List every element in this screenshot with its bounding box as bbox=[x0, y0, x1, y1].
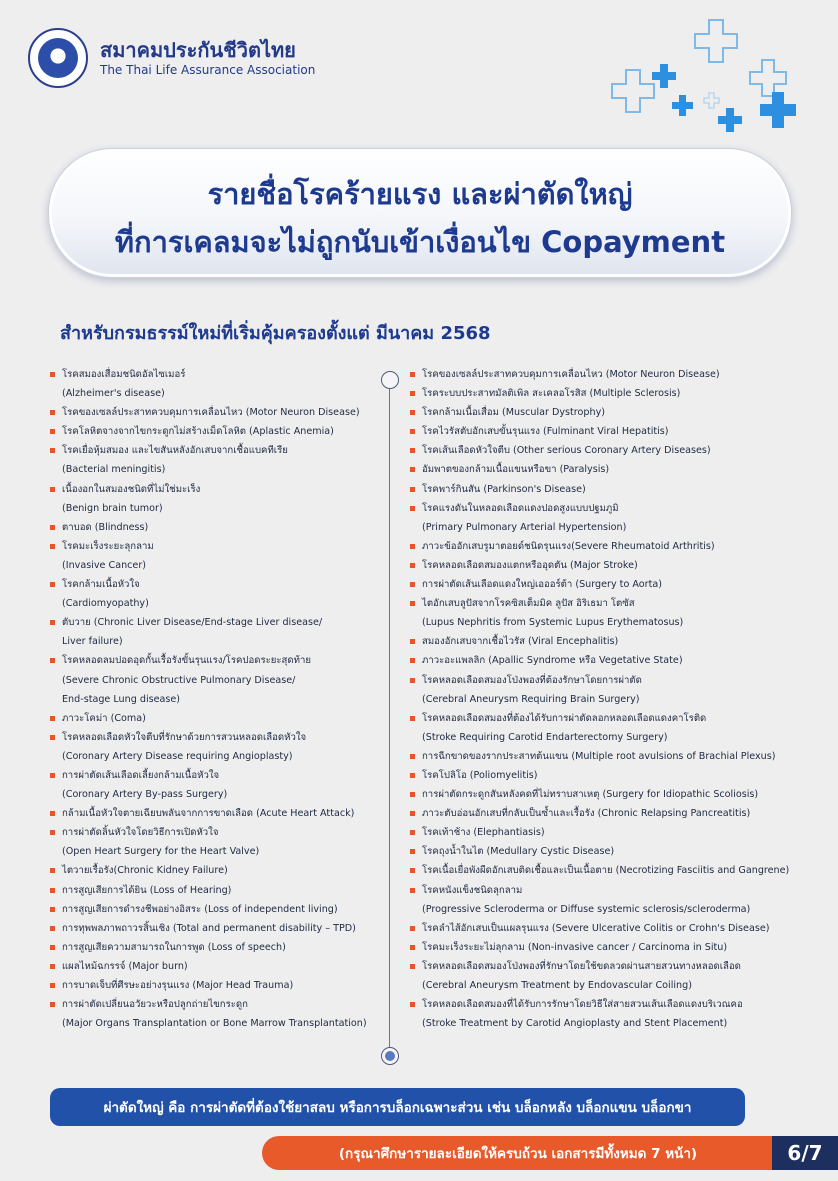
bullet-icon bbox=[410, 487, 415, 492]
list-item bbox=[410, 709, 820, 747]
item-text: โรคมะเร็งระยะลุกลาม bbox=[62, 540, 154, 552]
bullet-icon bbox=[50, 525, 55, 530]
disease-list-right bbox=[410, 365, 820, 1033]
bullet-icon bbox=[410, 830, 415, 835]
bullet-icon bbox=[50, 888, 55, 893]
bullet-icon bbox=[50, 582, 55, 587]
item-text: โรคหลอดเลือดสมองโป่งพองที่ต้องรักษาโดยการผ่าตัด bbox=[422, 674, 642, 686]
item-text: โรคโปลิโอ (Poliomyelitis) bbox=[422, 769, 538, 781]
bullet-icon bbox=[410, 773, 415, 778]
bullet-icon bbox=[50, 372, 55, 377]
list-item bbox=[410, 861, 820, 880]
bullet-icon bbox=[410, 964, 415, 969]
bullet-icon bbox=[410, 601, 415, 606]
list-item bbox=[410, 747, 820, 766]
bullet-icon bbox=[50, 830, 55, 835]
list-item bbox=[50, 728, 380, 766]
list-item bbox=[50, 575, 380, 613]
item-text: โรคเยื่อหุ้มสมอง และไขสันหลังอักเสบจากเชื้อแบคทีเรีย bbox=[62, 445, 288, 457]
item-text: ภาวะโคม่า (Coma) bbox=[62, 712, 146, 724]
list-item bbox=[50, 651, 380, 708]
bullet-icon bbox=[410, 544, 415, 549]
item-text: การผ่าตัดเส้นเลือดแดงใหญ่เอออร์ต้า (Surgery to Aorta) bbox=[422, 579, 662, 591]
item-text: การสูญเสียการได้ยิน (Loss of Hearing) bbox=[62, 884, 232, 896]
item-text: โรคกล้ามเนื้อหัวใจ bbox=[62, 579, 140, 591]
item-text: โรคหลอดเลือดสมองโป่งพองที่รักษาโดยใช้ขดลวดผ่านสายสวนทางหลอดเลือด bbox=[422, 960, 741, 972]
list-item bbox=[50, 976, 380, 995]
list-item bbox=[410, 365, 820, 384]
bullet-icon bbox=[410, 945, 415, 950]
item-text: โรคระบบประสาทมัลติเพิล สะเคลอโรสิส (Multiple Sclerosis) bbox=[422, 388, 681, 400]
list-item bbox=[50, 938, 380, 957]
item-text: ภาวะตับอ่อนอักเสบที่กลับเป็นซ้ำและเรื้อรัง (Chronic Relapsing Pancreatitis) bbox=[422, 808, 751, 820]
item-text: กล้ามเนื้อหัวใจตายเฉียบพลันจากการขาดเลือด (Acute Heart Attack) bbox=[62, 808, 355, 820]
bullet-icon bbox=[410, 391, 415, 396]
bullet-icon bbox=[50, 926, 55, 931]
bullet-icon bbox=[50, 620, 55, 625]
medical-cross-icon bbox=[652, 64, 676, 88]
item-text-english: (Lupus Nephritis from Systemic Lupus Erythematosus) bbox=[422, 617, 684, 629]
item-text: โรคหลอดลมปอดอุดกั้นเรื้อรังขั้นรุนแรง/โรคปอดระยะสุดท้าย bbox=[62, 655, 311, 667]
bullet-icon bbox=[50, 773, 55, 778]
title-line-1: รายชื่อโรคร้ายแรง และผ่าตัดใหญ่ bbox=[207, 177, 633, 211]
timeline-line bbox=[389, 386, 390, 1050]
association-logo bbox=[28, 28, 88, 88]
item-text: โรคถุงน้ำในไต (Medullary Cystic Disease) bbox=[422, 846, 615, 858]
bullet-icon bbox=[410, 372, 415, 377]
item-text: โรคเนื้อเยื่อพังผืดอักเสบติดเชื้อและเป็นเนื้อตาย (Necrotizing Fasciitis and Gangrene) bbox=[422, 865, 790, 877]
list-item bbox=[50, 709, 380, 728]
list-item bbox=[410, 632, 820, 651]
item-text: โรคเท้าช้าง (Elephantiasis) bbox=[422, 827, 545, 839]
list-item bbox=[410, 441, 820, 460]
item-text: ตับวาย (Chronic Liver Disease/End-stage Liver disease/ bbox=[62, 617, 323, 629]
item-text: ไตวายเรื้อรัง(Chronic Kidney Failure) bbox=[62, 865, 228, 877]
item-text: การผ่าตัดเปลี่ยนอวัยวะหรือปลูกถ่ายไขกระดูก bbox=[62, 999, 248, 1011]
title-line-2: ที่การเคลมจะไม่ถูกนับเข้าเงื่อนไข Copayment bbox=[114, 225, 726, 259]
item-text-english: (Major Organs Transplantation or Bone Marrow Transplantation) bbox=[62, 1018, 367, 1030]
item-text-english: (Primary Pulmonary Arterial Hypertension) bbox=[422, 521, 627, 533]
medical-cross-icon bbox=[704, 93, 719, 108]
list-item bbox=[50, 881, 380, 900]
item-text: โรคของเซลล์ประสาทควบคุมการเคลื่อนไหว (Motor Neuron Disease) bbox=[62, 407, 360, 419]
bullet-icon bbox=[50, 658, 55, 663]
bullet-icon bbox=[410, 448, 415, 453]
bullet-icon bbox=[50, 811, 55, 816]
note-text: ผ่าตัดใหญ่ คือ การผ่าตัดที่ต้องใช้ยาสลบ หรือการบล็อกเฉพาะส่วน เช่น บล็อกหลัง บล็อกแขน บล็อกขา bbox=[103, 1100, 692, 1116]
timeline-node-icon bbox=[381, 371, 399, 389]
item-text: การทุพพลภาพถาวรสิ้นเชิง (Total and permanent disability – TPD) bbox=[62, 922, 356, 934]
disease-list-left bbox=[50, 365, 380, 1033]
item-text: โรคของเซลล์ประสาทควบคุมการเคลื่อนไหว (Motor Neuron Disease) bbox=[422, 369, 720, 380]
item-text: ตาบอด (Blindness) bbox=[62, 521, 149, 533]
list-item bbox=[410, 919, 820, 938]
list-item bbox=[410, 460, 820, 479]
bullet-icon bbox=[410, 811, 415, 816]
item-text-english: (Benign brain tumor) bbox=[62, 502, 163, 514]
list-item bbox=[50, 613, 380, 651]
item-text: เนื้องอกในสมองชนิดที่ไม่ใช่มะเร็ง bbox=[62, 483, 201, 495]
org-name-en: The Thai Life Assurance Association bbox=[100, 63, 316, 77]
list-item bbox=[410, 594, 820, 632]
item-text: แผลไหม้ฉกรรจ์ (Major burn) bbox=[62, 960, 188, 972]
list-item bbox=[50, 518, 380, 537]
medical-cross-icon bbox=[760, 92, 796, 128]
medical-cross-icon bbox=[612, 70, 654, 112]
list-item bbox=[50, 766, 380, 804]
medical-cross-icon bbox=[750, 60, 786, 96]
item-text: การบาดเจ็บที่ศีรษะอย่างรุนแรง (Major Head Trauma) bbox=[62, 980, 294, 991]
bullet-icon bbox=[410, 1002, 415, 1007]
list-item bbox=[50, 919, 380, 938]
item-text: การผ่าตัดลิ้นหัวใจโดยวิธีการเปิดหัวใจ bbox=[62, 827, 219, 839]
list-item bbox=[50, 804, 380, 823]
footer-text: (กรุณาศึกษารายละเอียดให้ครบถ้วน เอกสารมีทั้งหมด 7 หน้า) bbox=[338, 1146, 698, 1162]
item-text-english: (Invasive Cancer) bbox=[62, 559, 147, 571]
list-item bbox=[410, 575, 820, 594]
bullet-icon bbox=[410, 792, 415, 797]
list-item bbox=[410, 671, 820, 709]
item-text: การผ่าตัดกระดูกสันหลังคดที่ไม่ทราบสาเหตุ (Surgery for Idiopathic Scoliosis) bbox=[422, 789, 759, 801]
list-item bbox=[410, 556, 820, 575]
item-text: การผ่าตัดเส้นเลือดเลี้ยงกล้ามเนื้อหัวใจ bbox=[62, 769, 220, 781]
item-text: โรคเส้นเลือดหัวใจตีบ (Other serious Coronary Artery Diseases) bbox=[422, 445, 711, 457]
list-item bbox=[50, 403, 380, 422]
header bbox=[28, 28, 315, 88]
bullet-icon bbox=[410, 639, 415, 644]
list-item bbox=[410, 422, 820, 441]
list-item bbox=[50, 995, 380, 1033]
item-text: ไตอักเสบลูปัสจากโรคซิสเต็มมิค ลูปัส อิริเธมา โตซัส bbox=[422, 598, 635, 610]
note-bar bbox=[50, 1088, 745, 1126]
item-text: โรคไวรัสตับอักเสบขั้นรุนแรง (Fulminant Viral Hepatitis) bbox=[422, 426, 669, 438]
bullet-icon bbox=[50, 907, 55, 912]
item-text-english: Liver failure) bbox=[62, 636, 123, 648]
list-item bbox=[50, 480, 380, 518]
item-text-english: (Coronary Artery By-pass Surgery) bbox=[62, 789, 228, 801]
bullet-icon bbox=[410, 410, 415, 415]
item-text-english: (Progressive Scleroderma or Diffuse systemic sclerosis/scleroderma) bbox=[422, 903, 751, 915]
page-number: 6/7 bbox=[772, 1136, 838, 1170]
list-item bbox=[50, 900, 380, 919]
timeline-node-icon bbox=[381, 1047, 399, 1065]
list-item bbox=[410, 995, 820, 1033]
bullet-icon bbox=[50, 429, 55, 434]
item-text: โรคแรงดันในหลอดเลือดแดงปอดสูงแบบปฐมภูมิ bbox=[422, 502, 619, 514]
bullet-icon bbox=[410, 429, 415, 434]
item-text-english: (Severe Chronic Obstructive Pulmonary Disease/ bbox=[62, 674, 296, 686]
bullet-icon bbox=[50, 945, 55, 950]
list-item bbox=[410, 957, 820, 995]
bullet-icon bbox=[410, 582, 415, 587]
item-text: โรคโลหิตจางจากไขกระดูกไม่สร้างเม็ดโลหิต (Aplastic Anemia) bbox=[62, 426, 334, 438]
item-text: โรคหลอดเลือดหัวใจตีบที่รักษาด้วยการสวนหลอดเลือดหัวใจ bbox=[62, 731, 307, 743]
bullet-icon bbox=[50, 735, 55, 740]
list-item bbox=[410, 537, 820, 556]
item-text: การสูญเสียความสามารถในการพูด (Loss of speech) bbox=[62, 941, 286, 953]
item-text-english: End-stage Lung disease) bbox=[62, 693, 181, 705]
item-text: การสูญเสียการดำรงชีพอย่างอิสระ (Loss of independent living) bbox=[62, 903, 338, 915]
bullet-icon bbox=[410, 658, 415, 663]
bullet-icon bbox=[50, 544, 55, 549]
item-text-english: (Cerebral Aneurysm Treatment by Endovascular Coiling) bbox=[422, 980, 692, 991]
item-text: การฉีกขาดของรากประสาทต้นแขน (Multiple root avulsions of Brachial Plexus) bbox=[422, 750, 776, 762]
bullet-icon bbox=[50, 716, 55, 721]
list-item bbox=[410, 881, 820, 919]
item-text: โรคหลอดเลือดสมองแตกหรืออุดตัน (Major Stroke) bbox=[422, 559, 638, 571]
bullet-icon bbox=[410, 926, 415, 931]
medical-cross-decoration bbox=[600, 12, 820, 140]
item-text-english: (Alzheimer's disease) bbox=[62, 388, 165, 400]
list-item bbox=[410, 938, 820, 957]
list-item bbox=[410, 480, 820, 499]
bullet-icon bbox=[410, 888, 415, 893]
item-text-english: (Stroke Treatment by Carotid Angioplasty and Stent Placement) bbox=[422, 1018, 728, 1030]
item-text-english: (Open Heart Surgery for the Heart Valve) bbox=[62, 846, 260, 858]
list-item bbox=[410, 499, 820, 537]
item-text: ภาวะอะแพลลิก (Apallic Syndrome หรือ Vegetative State) bbox=[422, 655, 683, 667]
bullet-icon bbox=[50, 868, 55, 873]
bullet-icon bbox=[50, 1002, 55, 1007]
item-text: โรคหลอดเลือดสมองที่ต้องได้รับการผ่าตัดลอกหลอดเลือดแดงคาโรติด bbox=[422, 712, 707, 724]
list-item bbox=[410, 651, 820, 670]
item-text: โรคมะเร็งระยะไม่ลุกลาม (Non-invasive cancer / Carcinoma in Situ) bbox=[422, 941, 728, 953]
item-text-english: (Cardiomyopathy) bbox=[62, 598, 149, 610]
org-name-th: สมาคมประกันชีวิตไทย bbox=[100, 38, 296, 62]
item-text: โรคกล้ามเนื้อเสื่อม (Muscular Dystrophy) bbox=[422, 407, 606, 419]
bullet-icon bbox=[50, 983, 55, 988]
bullet-icon bbox=[410, 849, 415, 854]
bullet-icon bbox=[410, 754, 415, 759]
subtitle: สำหรับกรมธรรม์ใหม่ที่เริ่มคุ้มครองตั้งแต่ มีนาคม 2568 bbox=[60, 323, 491, 344]
list-item bbox=[410, 384, 820, 403]
bullet-icon bbox=[410, 868, 415, 873]
item-text: โรคสมองเสื่อมชนิดอัลไซเมอร์ bbox=[62, 369, 186, 380]
bullet-icon bbox=[410, 467, 415, 472]
item-text-english: (Bacterial meningitis) bbox=[62, 464, 166, 476]
list-item bbox=[50, 537, 380, 575]
org-name bbox=[100, 38, 315, 78]
item-text: ภาวะข้ออักเสบรูมาตอยด์ชนิดรุนแรง(Severe Rheumatoid Arthritis) bbox=[422, 540, 715, 552]
list-item bbox=[410, 785, 820, 804]
list-item bbox=[410, 804, 820, 823]
item-text: โรคพาร์กินสัน (Parkinson's Disease) bbox=[422, 483, 586, 495]
list-item bbox=[410, 766, 820, 785]
item-text: โรคหลอดเลือดสมองที่ได้รับการรักษาโดยวิธีใส่สายสวนเส้นเลือดแดงบริเวณคอ bbox=[422, 999, 743, 1011]
medical-cross-icon bbox=[672, 95, 693, 116]
list-item bbox=[50, 441, 380, 479]
list-item bbox=[50, 422, 380, 441]
globe-icon bbox=[38, 38, 78, 78]
bullet-icon bbox=[410, 563, 415, 568]
list-item bbox=[50, 957, 380, 976]
list-item bbox=[50, 365, 380, 403]
list-item bbox=[50, 861, 380, 880]
bullet-icon bbox=[410, 716, 415, 721]
medical-cross-icon bbox=[718, 108, 742, 132]
item-text: โรคหนังแข็งชนิดลุกลาม bbox=[422, 884, 523, 896]
bullet-icon bbox=[50, 410, 55, 415]
bullet-icon bbox=[50, 448, 55, 453]
list-item bbox=[410, 403, 820, 422]
bullet-icon bbox=[410, 506, 415, 511]
list-item bbox=[410, 823, 820, 842]
medical-cross-icon bbox=[695, 20, 737, 62]
title-banner bbox=[48, 148, 792, 278]
footer-bar bbox=[262, 1136, 774, 1170]
list-item bbox=[410, 842, 820, 861]
list-item bbox=[50, 823, 380, 861]
item-text-english: (Stroke Requiring Carotid Endarterectomy Surgery) bbox=[422, 731, 668, 743]
item-text-english: (Cerebral Aneurysm Requiring Brain Surgery) bbox=[422, 693, 640, 705]
bullet-icon bbox=[50, 964, 55, 969]
item-text: อัมพาตของกล้ามเนื้อแขนหรือขา (Paralysis) bbox=[422, 464, 610, 476]
item-text: โรคลำไส้อักเสบเป็นแผลรุนแรง (Severe Ulcerative Colitis or Crohn's Disease) bbox=[422, 922, 770, 934]
item-text-english: (Coronary Artery Disease requiring Angioplasty) bbox=[62, 750, 293, 762]
bullet-icon bbox=[50, 487, 55, 492]
bullet-icon bbox=[410, 678, 415, 683]
item-text: สมองอักเสบจากเชื้อไวรัส (Viral Encephalitis) bbox=[422, 636, 619, 648]
